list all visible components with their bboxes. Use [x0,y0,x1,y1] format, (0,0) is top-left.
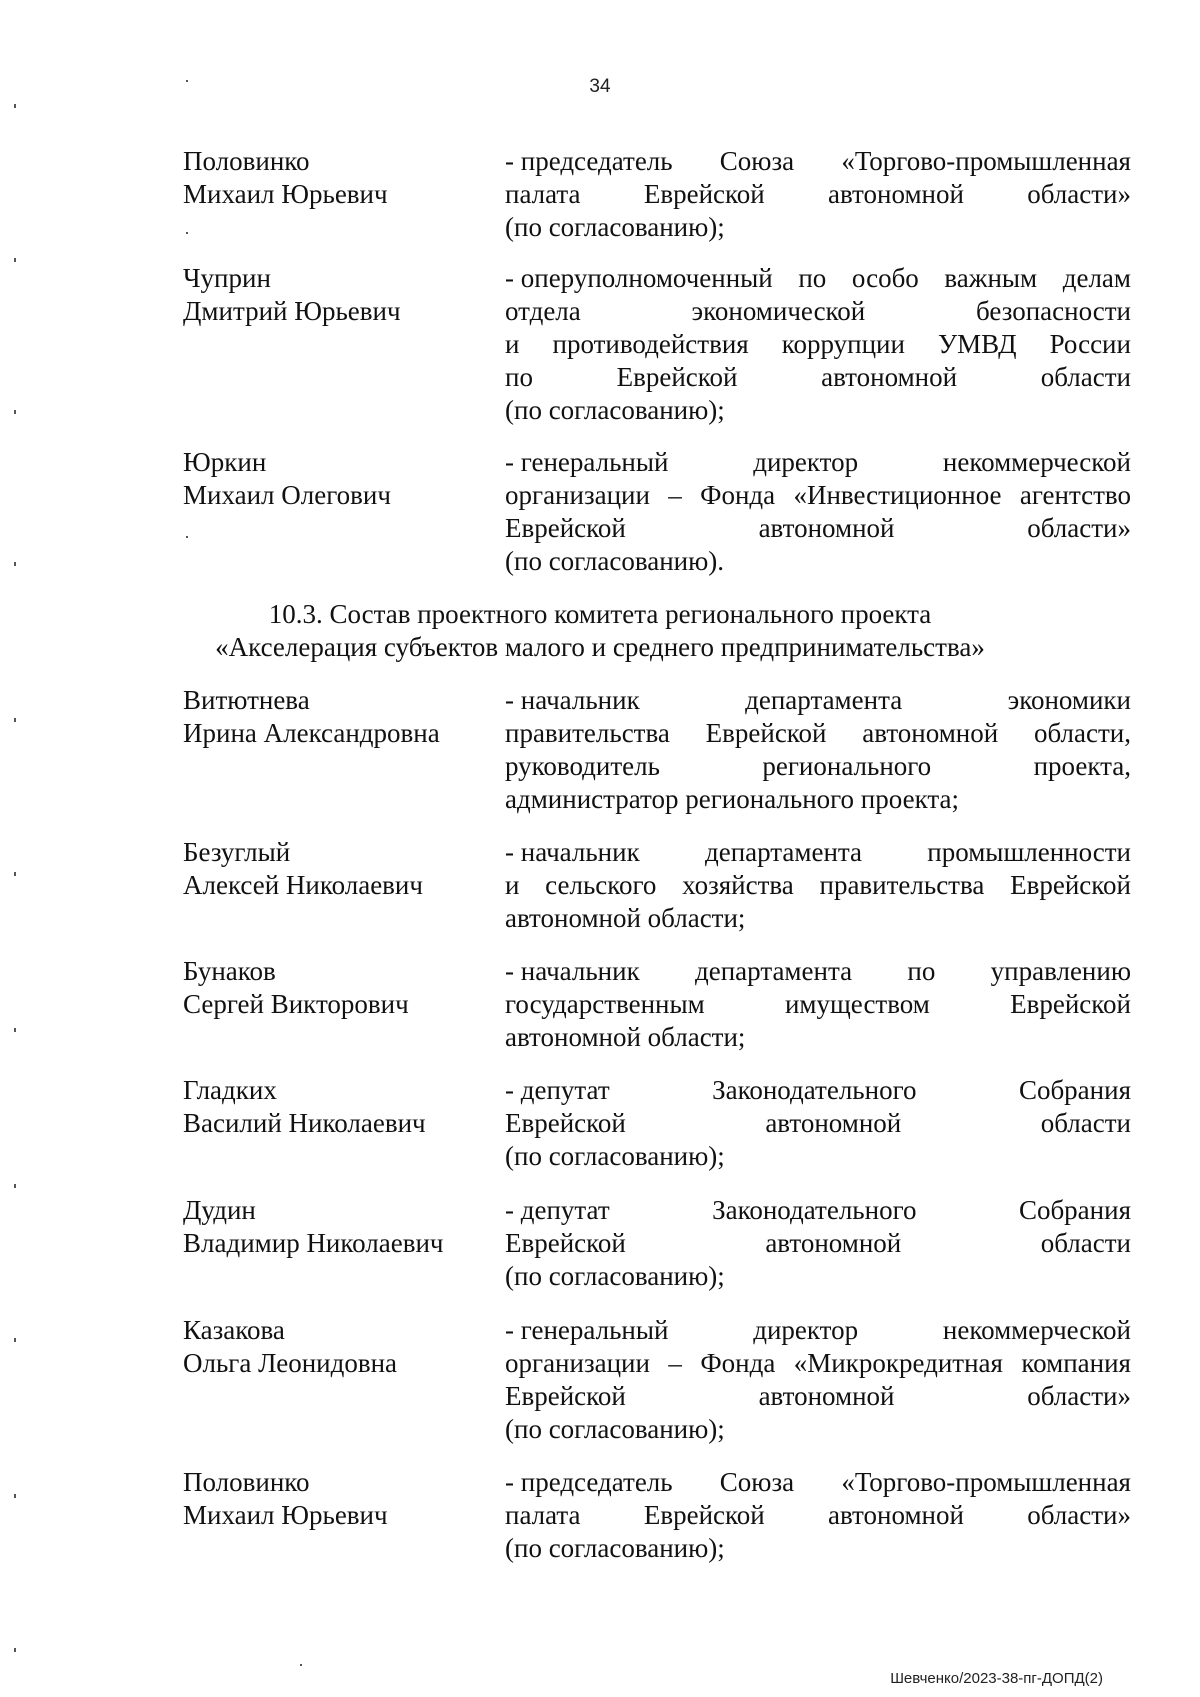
role-word: Еврейской [505,513,626,543]
role-word: Еврейской [705,718,827,748]
role-word: департамента [745,685,903,715]
member-surname: Половинко [183,146,310,176]
member-surname: Половинко [183,1467,310,1497]
member-name [183,684,483,750]
member-given: Ирина Александровна [183,718,440,748]
role-word: Еврейской [1010,870,1131,900]
scan-mark [186,80,188,82]
role-word: (по согласованию); [505,212,725,242]
scan-mark [14,1648,16,1652]
role-word: Еврейской [643,179,765,209]
member-surname: Чуприн [183,263,271,293]
member-name [183,446,483,512]
scan-mark [14,104,16,108]
role-word: автономной [828,1500,964,1530]
role-word: департамента [704,837,863,867]
scan-mark [14,872,16,876]
role-line [505,262,1131,295]
role-word: правительства [819,870,985,900]
role-line [505,1021,1131,1054]
role-word: палата [505,1500,581,1530]
role-word: - генеральный [505,1315,669,1345]
member-given: Алексей Николаевич [183,870,423,900]
role-word: - оперуполномоченный [505,263,773,293]
role-line [505,750,1131,783]
member-given: Михаил Юрьевич [183,1500,388,1530]
role-line [505,1194,1131,1227]
member-role [505,1194,1131,1293]
role-word: области» [1027,1381,1131,1411]
role-line [505,211,1131,244]
role-word: агентство [1019,480,1131,510]
member-role [505,1466,1131,1565]
role-word: экономики [1007,685,1131,715]
role-word: Собрания [1018,1195,1131,1225]
role-word: отдела [505,296,581,326]
role-line [505,1107,1131,1140]
role-word: Союза [719,146,795,176]
role-word: – [668,480,682,510]
role-line [505,1227,1131,1260]
role-line [505,1380,1131,1413]
role-word: - начальник [505,837,640,867]
role-word: по [505,362,533,392]
role-line [505,902,1131,935]
role-word: - начальник [505,685,640,715]
role-word: – [668,1348,682,1378]
role-word: промышленности [927,837,1131,867]
role-line [505,479,1131,512]
role-word: - депутат [505,1075,610,1105]
member-name [183,1074,483,1140]
role-word: автономной области; [505,1022,746,1052]
role-line [505,1532,1131,1565]
role-word: палата [505,179,581,209]
scan-mark [14,1494,16,1498]
role-word: (по согласованию); [505,1141,725,1171]
member-surname: Бунаков [183,956,276,986]
role-word: безопасности [976,296,1131,326]
role-line [505,512,1131,545]
role-word: компания [1021,1348,1131,1378]
role-line [505,328,1131,361]
role-word: администратор регионального проекта; [505,784,959,814]
role-word: директор [753,1315,859,1345]
role-word: автономной [758,1381,895,1411]
role-word: особо [851,263,919,293]
role-line [505,1413,1131,1446]
role-line [505,684,1131,717]
role-word: области [1040,1108,1131,1138]
role-word: (по согласованию); [505,395,725,425]
member-name [183,1314,483,1380]
role-word: важным [944,263,1038,293]
member-role [505,262,1131,427]
role-word: Еврейской [505,1108,626,1138]
role-word: области, [1033,718,1131,748]
member-given: Михаил Олегович [183,480,391,510]
role-word: - председатель [505,146,673,176]
role-word: правительства [505,718,670,748]
member-surname: Безуглый [183,837,291,867]
role-word: управлению [990,956,1131,986]
role-line [505,446,1131,479]
member-given: Михаил Юрьевич [183,179,388,209]
role-word: Законодательного [712,1075,917,1105]
role-word: по [798,263,827,293]
role-line [505,394,1131,427]
member-name [183,262,483,328]
scan-mark [14,718,16,722]
scan-mark [14,1338,16,1342]
role-word: (по согласованию); [505,1414,725,1444]
role-word: сельского [545,870,657,900]
role-word: Фонда [700,1348,776,1378]
role-word: руководитель [505,751,660,781]
role-line [505,361,1131,394]
role-word: по [907,956,936,986]
role-word: хозяйства [682,870,794,900]
section-heading [0,598,1200,664]
role-line [505,1140,1131,1173]
role-word: экономической [691,296,866,326]
role-word: департамента [695,956,853,986]
role-word: области [1040,362,1131,392]
section-heading-line1: 10.3. Состав проектного комитета регионального проекта [268,599,932,629]
role-word: делам [1062,263,1131,293]
scan-mark [186,536,188,538]
role-word: автономной области; [505,903,746,933]
role-line [505,783,1131,816]
member-given: Сергей Викторович [183,989,409,1019]
role-word: государственным [505,989,705,1019]
role-line [505,1347,1131,1380]
member-surname: Гладких [183,1075,277,1105]
role-line [505,836,1131,869]
member-role [505,446,1131,578]
role-word: имуществом [784,989,930,1019]
member-surname: Казакова [183,1315,285,1345]
role-word: России [1049,329,1131,359]
role-word: - председатель [505,1467,673,1497]
role-line [505,295,1131,328]
role-line [505,717,1131,750]
role-word: - генеральный [505,447,669,477]
role-word: области» [1027,513,1131,543]
role-word: (по согласованию); [505,1261,725,1291]
role-line [505,178,1131,211]
role-line [505,1499,1131,1532]
member-name [183,145,483,211]
scan-mark [14,258,16,262]
role-word: противодействия [552,329,749,359]
role-word: регионального [762,751,932,781]
role-word: проекта, [1033,751,1131,781]
section-heading-line2: «Акселерация субъектов малого и среднего предпринимательства» [215,632,985,662]
role-word: коррупции [781,329,905,359]
role-word: Еврейской [1010,989,1131,1019]
scan-mark [14,410,16,414]
role-word: (по согласованию). [505,546,725,576]
role-word: «Торгово-промышленная [841,146,1131,176]
scan-mark [300,1664,302,1666]
role-word: автономной [758,513,895,543]
role-word: Фонда [700,480,776,510]
member-name [183,836,483,902]
role-line [505,1260,1131,1293]
role-line [505,988,1131,1021]
role-word: и [505,870,520,900]
role-line [505,1314,1131,1347]
role-word: «Торгово-промышленная [841,1467,1131,1497]
role-word: некоммерческой [942,1315,1131,1345]
role-word: «Микрокредитная [793,1348,1003,1378]
role-word: Еврейской [643,1500,765,1530]
role-word: «Инвестиционное [793,480,1002,510]
scan-mark [14,562,16,566]
member-surname: Витютнева [183,685,310,715]
role-word: организации [505,480,650,510]
role-line [505,545,1131,578]
role-word: (по согласованию); [505,1533,725,1563]
role-word: области» [1027,179,1131,209]
member-given: Дмитрий Юрьевич [183,296,401,326]
role-word: Еврейской [505,1381,626,1411]
role-line [505,869,1131,902]
role-word: области» [1027,1500,1131,1530]
scan-mark [186,232,188,234]
member-given: Ольга Леонидовна [183,1348,398,1378]
role-word: Союза [719,1467,795,1497]
role-word: автономной [821,362,958,392]
role-word: Еврейской [505,1228,626,1258]
role-word: некоммерческой [942,447,1131,477]
role-line [505,955,1131,988]
role-word: и [505,329,520,359]
document-code: Шевченко/2023-38-пг-ДОПД(2) [890,1670,1103,1687]
member-role [505,955,1131,1054]
member-role [505,1074,1131,1173]
member-surname: Юркин [183,447,267,477]
page-number: 34 [589,76,611,97]
role-word: - депутат [505,1195,610,1225]
role-word: автономной [765,1228,902,1258]
role-word: Собрания [1018,1075,1131,1105]
role-line [505,1074,1131,1107]
scan-mark [14,1184,16,1188]
member-name [183,955,483,1021]
role-word: Еврейской [616,362,738,392]
role-word: - начальник [505,956,640,986]
member-given: Василий Николаевич [183,1108,426,1138]
role-word: организации [505,1348,650,1378]
role-word: Законодательного [712,1195,917,1225]
role-word: автономной [862,718,999,748]
role-word: директор [753,447,859,477]
member-surname: Дудин [183,1195,256,1225]
member-role [505,1314,1131,1446]
member-role [505,684,1131,816]
member-name [183,1194,483,1260]
role-word: автономной [828,179,964,209]
member-given: Владимир Николаевич [183,1228,444,1258]
role-line [505,1466,1131,1499]
role-word: УМВД [937,329,1017,359]
member-role [505,836,1131,935]
role-word: автономной [765,1108,902,1138]
role-word: области [1040,1228,1131,1258]
member-role [505,145,1131,244]
role-line [505,145,1131,178]
scan-mark [14,1028,16,1032]
member-name [183,1466,483,1532]
